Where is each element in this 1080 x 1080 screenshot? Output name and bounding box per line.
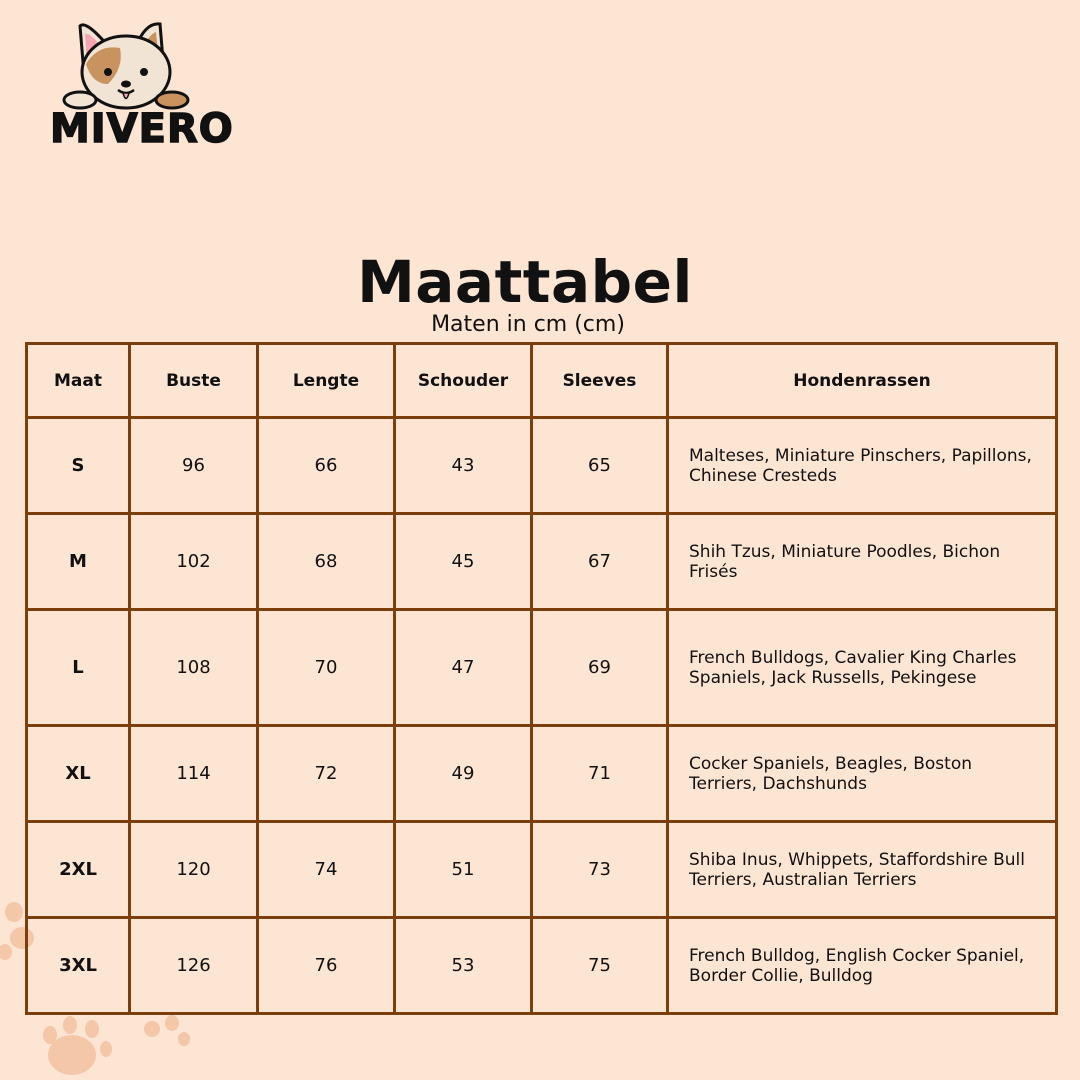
lengte-cell: 70 [258, 610, 395, 726]
dog-mascot-icon [46, 14, 216, 114]
schouder-cell: 43 [395, 418, 532, 514]
lengte-cell: 74 [258, 822, 395, 918]
breeds-cell: French Bulldog, English Cocker Spaniel, Border Collie, Bulldog [668, 918, 1057, 1014]
table-row [27, 514, 1057, 610]
table-row [27, 418, 1057, 514]
header-buste: Buste [130, 344, 258, 418]
header-sleeves: Sleeves [532, 344, 668, 418]
lengte-cell: 72 [258, 726, 395, 822]
size-cell: M [27, 514, 130, 610]
paw-print-icon [36, 1015, 196, 1080]
table-row [27, 918, 1057, 1014]
breeds-cell: Malteses, Miniature Pinschers, Papillons, Chinese Cresteds [668, 418, 1057, 514]
size-table [25, 342, 1058, 1015]
table-header-row [27, 344, 1057, 418]
buste-cell: 108 [130, 610, 258, 726]
sleeves-cell: 75 [532, 918, 668, 1014]
breeds-cell: Cocker Spaniels, Beagles, Boston Terriers, Dachshunds [668, 726, 1057, 822]
size-cell: L [27, 610, 130, 726]
size-cell: XL [27, 726, 130, 822]
brand-name: MIVERO [50, 106, 234, 152]
sleeves-cell: 69 [532, 610, 668, 726]
lengte-cell: 66 [258, 418, 395, 514]
buste-cell: 126 [130, 918, 258, 1014]
sleeves-cell: 71 [532, 726, 668, 822]
schouder-cell: 53 [395, 918, 532, 1014]
lengte-cell: 68 [258, 514, 395, 610]
buste-cell: 96 [130, 418, 258, 514]
table-row [27, 822, 1057, 918]
header-lengte: Lengte [258, 344, 395, 418]
breeds-cell: Shiba Inus, Whippets, Staffordshire Bull Terriers, Australian Terriers [668, 822, 1057, 918]
table-row [27, 610, 1057, 726]
buste-cell: 102 [130, 514, 258, 610]
page-subtitle: Maten in cm (cm) [431, 312, 625, 337]
sleeves-cell: 67 [532, 514, 668, 610]
table-row [27, 726, 1057, 822]
header-schouder: Schouder [395, 344, 532, 418]
size-cell: 2XL [27, 822, 130, 918]
buste-cell: 114 [130, 726, 258, 822]
brand-logo [46, 14, 234, 152]
breeds-cell: Shih Tzus, Miniature Poodles, Bichon Frisés [668, 514, 1057, 610]
sleeves-cell: 65 [532, 418, 668, 514]
schouder-cell: 47 [395, 610, 532, 726]
schouder-cell: 51 [395, 822, 532, 918]
breeds-cell: French Bulldogs, Cavalier King Charles Spaniels, Jack Russells, Pekingese [668, 610, 1057, 726]
buste-cell: 120 [130, 822, 258, 918]
sleeves-cell: 73 [532, 822, 668, 918]
lengte-cell: 76 [258, 918, 395, 1014]
size-cell: S [27, 418, 130, 514]
schouder-cell: 45 [395, 514, 532, 610]
page-title: Maattabel [357, 248, 693, 316]
header-maat: Maat [27, 344, 130, 418]
header-hondenrassen: Hondenrassen [668, 344, 1057, 418]
schouder-cell: 49 [395, 726, 532, 822]
size-cell: 3XL [27, 918, 130, 1014]
